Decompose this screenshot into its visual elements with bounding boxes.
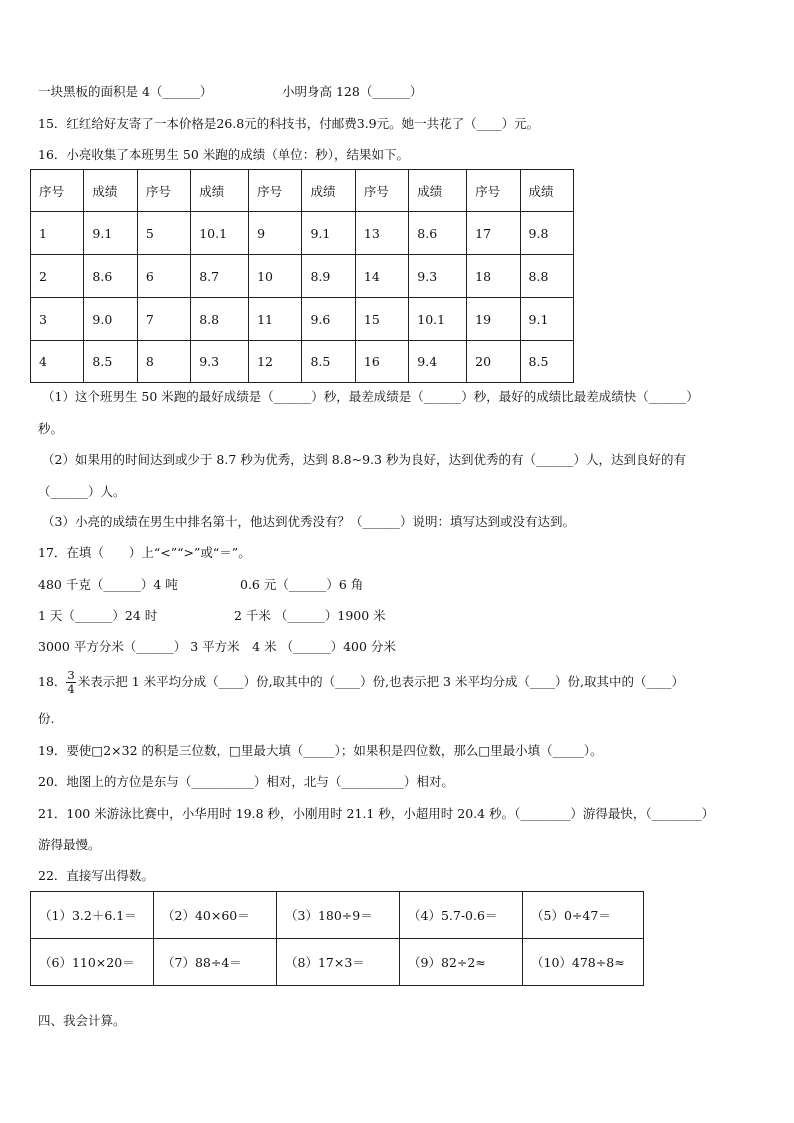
table-cell: 9.3 xyxy=(409,255,467,298)
table-cell: 9.3 xyxy=(191,341,249,383)
table-cell: 13 xyxy=(355,212,408,255)
table-header-cell: 序号 xyxy=(467,170,520,212)
table-cell: 9.0 xyxy=(84,298,137,341)
three-quarters-fraction xyxy=(66,669,75,696)
table-cell: 9.1 xyxy=(520,298,573,341)
table-row xyxy=(31,341,574,383)
table-header-cell: 序号 xyxy=(137,170,190,212)
math-cell: （3）180÷9＝ xyxy=(277,892,400,939)
question-17-row-2-right: 2 千米 （______）1900 米 xyxy=(234,608,386,623)
table-header-cell: 序号 xyxy=(249,170,302,212)
table-header-cell: 成绩 xyxy=(302,170,355,212)
table-row xyxy=(31,892,644,939)
question-18-tail: 份. xyxy=(38,711,55,726)
math-cell: （5）0÷47＝ xyxy=(523,892,644,939)
table-header-cell: 序号 xyxy=(31,170,84,212)
table-cell: 8.8 xyxy=(520,255,573,298)
question-16-part-2-cont: （______）人。 xyxy=(38,484,126,499)
table-header-cell: 成绩 xyxy=(84,170,137,212)
question-17-row-3: 3000 平方分米（______） 3 平方米 4 米 （______）400 分米 xyxy=(38,639,396,654)
question-16-part-2: （2）如果用的时间达到或少于 8.7 秒为优秀，达到 8.8~9.3 秒为良好，达到优秀的有（______）人，达到良好的有 xyxy=(42,452,686,467)
table-row xyxy=(31,298,574,341)
math-cell: （8）17×3＝ xyxy=(277,939,400,986)
question-18-number: 18． xyxy=(38,674,67,689)
table-cell: 12 xyxy=(249,341,302,383)
table-cell: 3 xyxy=(31,298,84,341)
table-cell: 9.8 xyxy=(520,212,573,255)
table-header-cell: 成绩 xyxy=(520,170,573,212)
question-17-title: 17．在填（ ）上“<”“>”或“＝”。 xyxy=(38,545,251,560)
table-cell: 8.5 xyxy=(520,341,573,383)
table-cell: 18 xyxy=(467,255,520,298)
math-cell: （10）478÷8≈ xyxy=(523,939,644,986)
table-cell: 8.5 xyxy=(84,341,137,383)
question-16-part-1-cont: 秒。 xyxy=(38,421,64,436)
table-header-cell: 成绩 xyxy=(409,170,467,212)
table-cell: 8.9 xyxy=(302,255,355,298)
table-cell: 10 xyxy=(249,255,302,298)
table-cell: 9 xyxy=(249,212,302,255)
table-cell: 8.6 xyxy=(409,212,467,255)
table-cell: 5 xyxy=(137,212,190,255)
question-21: 21．100 米游泳比赛中，小华用时 19.8 秒，小刚用时 21.1 秒，小超用时 20.4 秒。（________）游得最快，（________） xyxy=(38,806,715,821)
table-cell: 20 xyxy=(467,341,520,383)
fraction-denominator: 4 xyxy=(67,682,75,696)
table-cell: 10.1 xyxy=(191,212,249,255)
table-header-cell: 成绩 xyxy=(191,170,249,212)
question-16-title: 16．小亮收集了本班男生 50 米跑的成绩（单位：秒），结果如下。 xyxy=(38,147,410,162)
question-18 xyxy=(38,662,684,702)
table-cell: 8.5 xyxy=(302,341,355,383)
table-cell: 4 xyxy=(31,341,84,383)
table-cell: 8.6 xyxy=(84,255,137,298)
table-cell: 7 xyxy=(137,298,190,341)
mental-math-table xyxy=(30,891,644,986)
table-cell: 19 xyxy=(467,298,520,341)
question-15: 15．红红给好友寄了一本价格是26.8元的科技书，付邮费3.9元。她一共花了（____）元。 xyxy=(38,116,540,131)
table-row xyxy=(31,255,574,298)
table-cell: 15 xyxy=(355,298,408,341)
table-cell: 6 xyxy=(137,255,190,298)
math-cell: （1）3.2＋6.1＝ xyxy=(31,892,154,939)
question-22-title: 22．直接写出得数。 xyxy=(38,868,154,883)
question-18-text: 米表示把 1 米平均分成（____）份,取其中的（____）份,也表示把 3 米平均分成（____）份,取其中的（____） xyxy=(77,674,684,689)
xiaoming-height-question: 小明身高 128（______） xyxy=(282,84,423,99)
table-cell: 9.4 xyxy=(409,341,467,383)
table-cell: 16 xyxy=(355,341,408,383)
blackboard-area-question: 一块黑板的面积是 4（______） xyxy=(38,84,213,99)
math-cell: （9）82÷2≈ xyxy=(400,939,523,986)
table-header-cell: 序号 xyxy=(355,170,408,212)
table-cell: 9.1 xyxy=(302,212,355,255)
fraction-numerator: 3 xyxy=(67,668,75,682)
question-16-part-1: （1）这个班男生 50 米跑的最好成绩是（______）秒，最差成绩是（______）秒，最好的成绩比最差成绩快（______） xyxy=(42,389,699,404)
table-cell: 9.1 xyxy=(84,212,137,255)
table-row xyxy=(31,939,644,986)
table-cell: 17 xyxy=(467,212,520,255)
table-cell: 11 xyxy=(249,298,302,341)
table-row xyxy=(31,212,574,255)
table-cell: 2 xyxy=(31,255,84,298)
table-cell: 9.6 xyxy=(302,298,355,341)
math-cell: （6）110×20＝ xyxy=(31,939,154,986)
question-17-row-1-right: 0.6 元（______）6 角 xyxy=(240,577,364,592)
question-17-row-2-left: 1 天（______）24 时 xyxy=(38,608,158,623)
math-cell: （4）5.7-0.6＝ xyxy=(400,892,523,939)
table-cell: 14 xyxy=(355,255,408,298)
question-19: 19．要使□2×32 的积是三位数，□里最大填（_____）；如果积是四位数，那么□里最小填（_____）。 xyxy=(38,743,603,758)
table-cell: 8.7 xyxy=(191,255,249,298)
table-cell: 1 xyxy=(31,212,84,255)
section-4-heading: 四、我会计算。 xyxy=(38,1013,126,1028)
math-cell: （2）40×60＝ xyxy=(154,892,277,939)
table-header-row xyxy=(31,170,574,212)
question-21-cont: 游得最慢。 xyxy=(38,837,101,852)
question-20: 20．地图上的方位是东与（__________）相对，北与（__________）相对。 xyxy=(38,774,454,789)
table-cell: 10.1 xyxy=(409,298,467,341)
math-cell: （7）88÷4＝ xyxy=(154,939,277,986)
question-16-part-3: （3）小亮的成绩在男生中排名第十，他达到优秀没有？（______）说明：填写达到或没有达到。 xyxy=(42,514,575,529)
table-cell: 8 xyxy=(137,341,190,383)
table-cell: 8.8 xyxy=(191,298,249,341)
question-17-row-1-left: 480 千克（______）4 吨 xyxy=(38,577,178,592)
running-score-table xyxy=(30,169,574,383)
